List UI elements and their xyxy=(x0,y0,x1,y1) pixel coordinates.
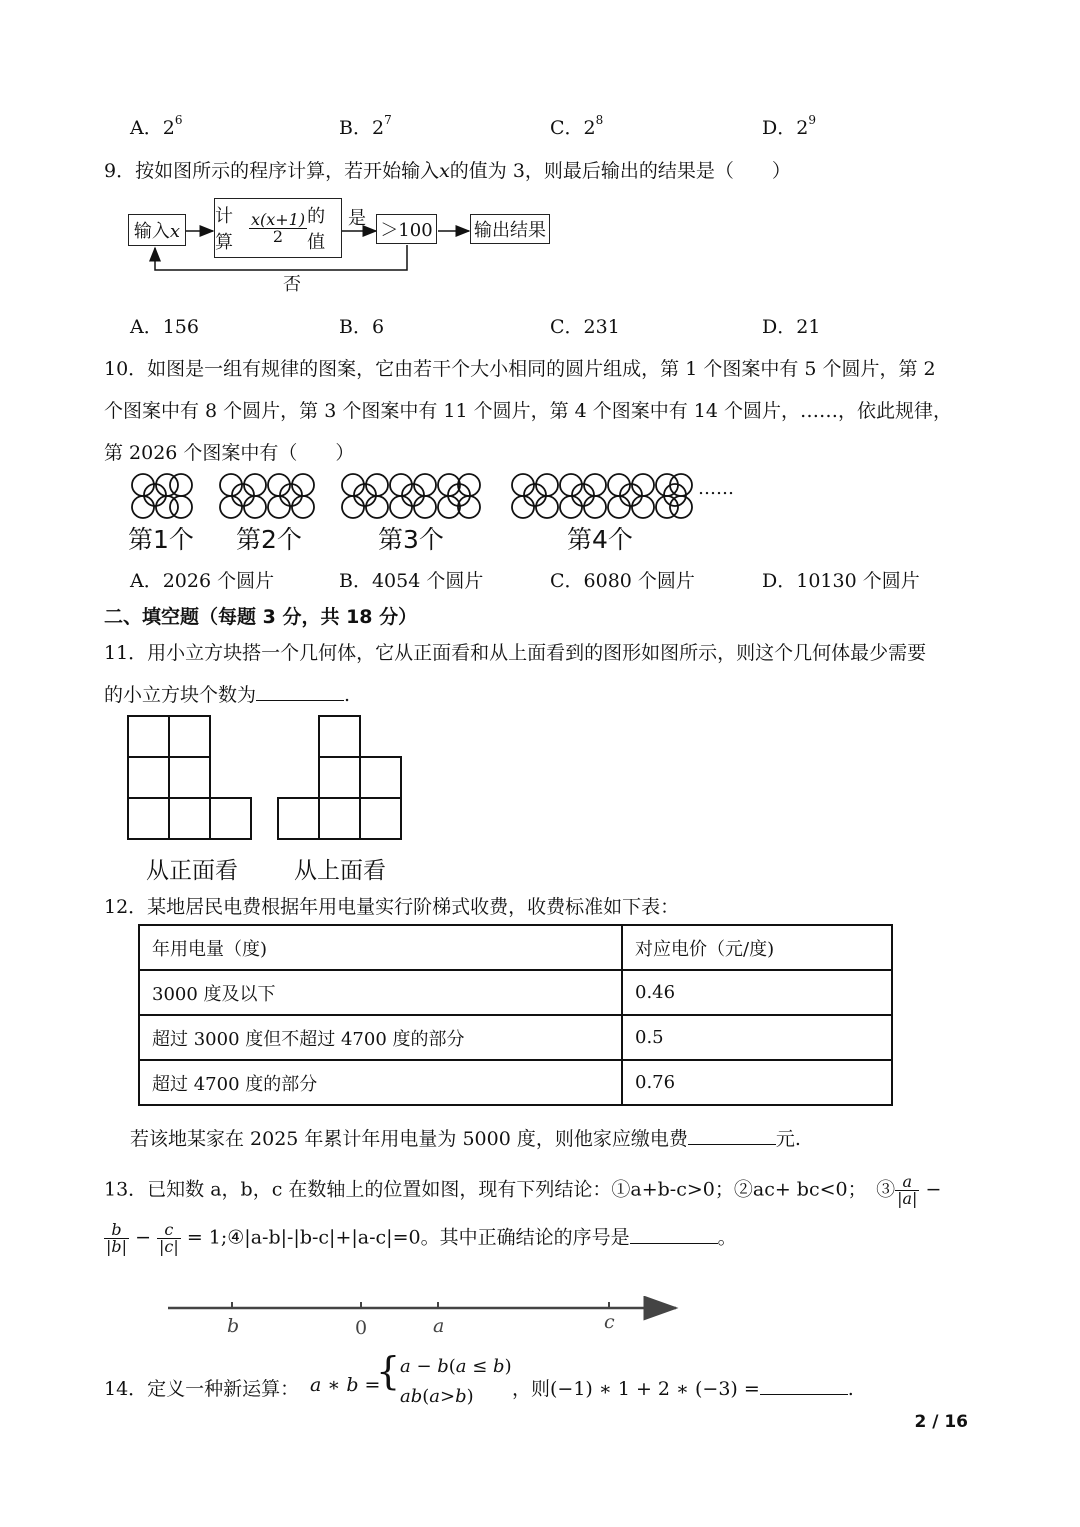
q10-caption-1: 第1个 xyxy=(128,525,194,554)
q10-option-d: D．10130 个圆片 xyxy=(762,570,920,592)
q10-option-a: A．2026 个圆片 xyxy=(130,570,275,592)
table-cell: 0.5 xyxy=(622,1015,892,1060)
q10-option-b: B．4054 个圆片 xyxy=(339,570,484,592)
q8-option-a: A．$2^6$ xyxy=(130,113,183,139)
q10-stem-line2: 个图案中有 8 个圆片，第 3 个图案中有 11 个圆片，第 4 个图案中有 14 个圆片，……，依此规律， xyxy=(104,400,953,422)
q13-stem-line1: 13．已知数 a，b，c 在数轴上的位置如图，现有下列结论：①a+b-c>0；②ac+ bc<0； ③ $\frac{a}{|a|}$ − xyxy=(104,1172,942,1208)
frac-a: $\frac{a}{|a|}$ xyxy=(897,1172,918,1208)
brace-icon: { xyxy=(376,1349,401,1393)
q10-caption-2: 第2个 xyxy=(236,525,302,554)
flow-input-box: 输入𝑥 xyxy=(128,214,186,246)
table-row xyxy=(139,1015,892,1060)
section-heading: 二、填空题（每题 3 分，共 18 分） xyxy=(104,606,418,628)
table-cell: 对应电价（元/度) xyxy=(622,925,892,970)
q11-caption-front: 从正面看 xyxy=(146,858,238,884)
q11-stem-line2: 的小立方块个数为 . xyxy=(104,684,351,706)
q9-option-d: D．21 xyxy=(762,316,821,338)
q8-option-b: B．$2^7$ xyxy=(339,113,392,139)
q10-ellipsis: …… xyxy=(698,478,734,499)
q11-stem-line1: 11．用小立方块搭一个几何体，它从正面看和从上面看到的图形如图所示，则这个几何体最少需要 xyxy=(104,642,927,664)
answer-blank xyxy=(688,1126,776,1145)
flow-condition-box: ＞100 xyxy=(376,214,437,244)
frac-b: $\frac{b}{|b|}$ xyxy=(106,1220,128,1256)
axis-label-c: c xyxy=(604,1311,615,1333)
calc-fraction: $\frac{x(x+1)}{2}$ xyxy=(250,209,306,246)
q10-caption-4: 第4个 xyxy=(567,525,633,554)
table-row xyxy=(139,1060,892,1105)
flow-calc-box xyxy=(214,198,342,258)
axis-label-a: a xyxy=(433,1315,445,1337)
q12-stem: 12．某地居民电费根据年用电量实行阶梯式收费，收费标准如下表： xyxy=(104,896,680,918)
answer-blank xyxy=(256,682,344,701)
fee-table xyxy=(138,924,893,1106)
page-number: 2 / 16 xyxy=(914,1412,968,1432)
q13-number-line xyxy=(160,1296,690,1346)
q10-option-c: C．6080 个圆片 xyxy=(550,570,695,592)
q14-prefix: 14．定义一种新运算： xyxy=(104,1378,300,1400)
table-cell: 超过 4700 度的部分 xyxy=(139,1060,622,1105)
calc-suffix: 的值 xyxy=(307,206,326,253)
table-row xyxy=(139,925,892,970)
q14-case2: 𝑎𝑏(𝑎>𝑏) xyxy=(400,1386,474,1407)
table-cell: 3000 度及以下 xyxy=(139,970,622,1015)
q10-circle-patterns xyxy=(125,470,755,522)
q9-option-a: A．156 xyxy=(130,316,199,338)
flow-yes-label: 是 xyxy=(348,208,366,229)
q8-option-d: D．$2^9$ xyxy=(762,113,816,139)
q8-option-c: C．$2^8$ xyxy=(550,113,604,139)
calc-prefix: 计算 xyxy=(215,206,233,253)
answer-blank xyxy=(760,1376,848,1395)
q9-stem: 9．按如图所示的程序计算，若开始输入𝑥的值为 3，则最后输出的结果是（ ） xyxy=(104,160,791,182)
axis-label-b: b xyxy=(227,1315,240,1337)
flow-no-label: 否 xyxy=(283,274,301,295)
q10-stem-line1: 10．如图是一组有规律的图案，它由若干个大小相同的圆片组成，第 1 个图案中有 5 个圆片，第 2 xyxy=(104,358,936,380)
table-cell: 超过 3000 度但不超过 4700 度的部分 xyxy=(139,1015,622,1060)
axis-label-0: 0 xyxy=(355,1317,368,1339)
q13-stem-line2: $\frac{b}{|b|}$ − $\frac{c}{|c|}$ = 1;④|a-b|-|b-c|+|a-c|=0。其中正确结论的序号是 。 xyxy=(106,1220,737,1256)
q10-stem-line3: 第 2026 个图案中有（ ） xyxy=(104,442,355,464)
q11-views xyxy=(126,714,406,840)
q10-caption-3: 第3个 xyxy=(378,525,444,554)
table-cell: 0.46 xyxy=(622,970,892,1015)
frac-c: $\frac{c}{|c|}$ xyxy=(159,1220,179,1256)
table-cell: 0.76 xyxy=(622,1060,892,1105)
q9-option-b: B．6 xyxy=(339,316,385,338)
answer-blank xyxy=(630,1225,718,1244)
q14-suffix: ，则(−1) ∗ 1 + 2 ∗ (−3) = . xyxy=(512,1378,854,1400)
flow-output-box: 输出结果 xyxy=(470,214,550,244)
q11-caption-top: 从上面看 xyxy=(294,858,386,884)
q14-op: 𝑎 ∗ 𝑏 = xyxy=(310,1374,381,1396)
q12-question: 若该地某家在 2025 年累计年用电量为 5000 度，则他家应缴电费 元. xyxy=(130,1128,801,1150)
table-row xyxy=(139,970,892,1015)
table-cell: 年用电量（度) xyxy=(139,925,622,970)
q9-option-c: C．231 xyxy=(550,316,620,338)
q14-case1: 𝑎 − 𝑏(𝑎 ≤ 𝑏) xyxy=(400,1356,512,1377)
